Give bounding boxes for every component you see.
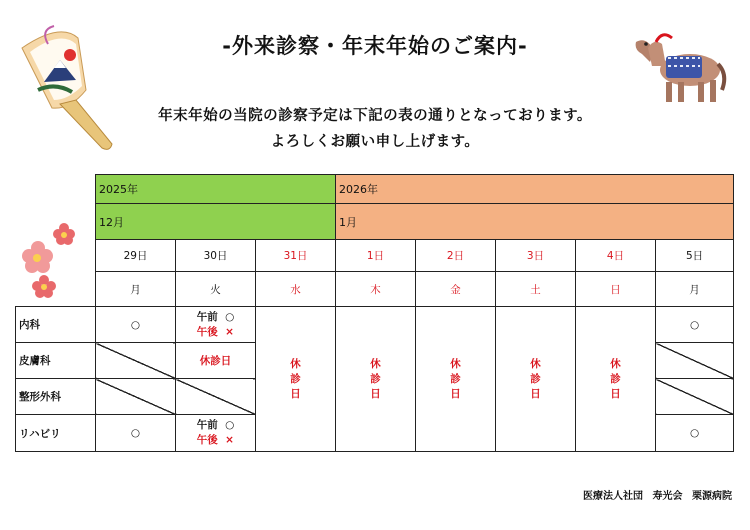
year-2025: 2025年 bbox=[96, 175, 336, 204]
closed-vertical-label: 休診日 bbox=[450, 357, 461, 400]
closed-label: 休診日 bbox=[199, 355, 232, 367]
weekday-cell: 火 bbox=[176, 272, 256, 307]
corner-blank bbox=[16, 272, 96, 307]
am-label: 午前 bbox=[196, 419, 218, 431]
cell-na-slash bbox=[176, 379, 256, 415]
open-mark: ○ bbox=[689, 318, 700, 331]
cell-na-slash bbox=[96, 379, 176, 415]
open-mark: ○ bbox=[225, 310, 235, 323]
intro-line-2: よろしくお願い申し上げます。 bbox=[270, 134, 480, 150]
corner-blank bbox=[16, 175, 96, 204]
weekday-cell: 木 bbox=[336, 272, 416, 307]
page-title: -外来診察・年末年始のご案内- bbox=[222, 34, 528, 58]
year-2026: 2026年 bbox=[336, 175, 734, 204]
cell-ampm bbox=[176, 415, 256, 452]
cell-open bbox=[656, 415, 734, 452]
closed-vertical-label: 休診日 bbox=[530, 357, 541, 400]
closed-cell-4 bbox=[576, 307, 656, 452]
weekday-cell: 土 bbox=[496, 272, 576, 307]
weekday-cell: 月 bbox=[96, 272, 176, 307]
day-cell: 30日 bbox=[176, 240, 256, 272]
cell-na-slash bbox=[96, 343, 176, 379]
dept-internal-medicine: 内科 bbox=[16, 307, 96, 343]
day-cell: 29日 bbox=[96, 240, 176, 272]
dept-rehabilitation: リハビリ bbox=[16, 415, 96, 452]
day-cell: 31日 bbox=[256, 240, 336, 272]
corner-blank bbox=[16, 240, 96, 272]
pm-label: 午後 bbox=[196, 325, 218, 338]
cell-na-slash bbox=[656, 343, 734, 379]
weekday-cell: 金 bbox=[416, 272, 496, 307]
am-label: 午前 bbox=[196, 310, 218, 323]
month-1: 1月 bbox=[336, 204, 734, 240]
closed-vertical-label: 休診日 bbox=[370, 357, 381, 400]
open-mark: ○ bbox=[130, 318, 141, 331]
footer-organization: 医療法人社団 寿光会 栗源病院 bbox=[583, 491, 732, 502]
corner-blank bbox=[16, 204, 96, 240]
day-cell: 2日 bbox=[416, 240, 496, 272]
cell-open bbox=[96, 415, 176, 452]
cell-ampm bbox=[176, 307, 256, 343]
weekday-cell: 水 bbox=[256, 272, 336, 307]
cell-closed bbox=[176, 343, 256, 379]
cell-open bbox=[656, 307, 734, 343]
day-cell: 5日 bbox=[656, 240, 734, 272]
day-cell: 4日 bbox=[576, 240, 656, 272]
schedule-table bbox=[15, 174, 734, 452]
closed-mark: × bbox=[225, 325, 234, 338]
closed-vertical-label: 休診日 bbox=[290, 357, 301, 400]
closed-vertical-label: 休診日 bbox=[610, 357, 621, 400]
cell-na-slash bbox=[656, 379, 734, 415]
dept-dermatology: 皮膚科 bbox=[16, 343, 96, 379]
closed-cell-1 bbox=[336, 307, 416, 452]
open-mark: ○ bbox=[689, 427, 700, 439]
closed-cell-3 bbox=[496, 307, 576, 452]
open-mark: ○ bbox=[130, 427, 141, 439]
day-cell: 1日 bbox=[336, 240, 416, 272]
dept-orthopedics: 整形外科 bbox=[16, 379, 96, 415]
pm-label: 午後 bbox=[196, 434, 218, 446]
intro-line-1: 年末年始の当院の診察予定は下記の表の通りとなっております。 bbox=[158, 108, 592, 124]
closed-cell-2 bbox=[416, 307, 496, 452]
open-mark: ○ bbox=[225, 419, 235, 431]
cell-open bbox=[96, 307, 176, 343]
weekday-cell: 日 bbox=[576, 272, 656, 307]
closed-mark: × bbox=[225, 434, 234, 446]
day-cell: 3日 bbox=[496, 240, 576, 272]
month-12: 12月 bbox=[96, 204, 336, 240]
closed-cell-31 bbox=[256, 307, 336, 452]
weekday-cell: 月 bbox=[656, 272, 734, 307]
